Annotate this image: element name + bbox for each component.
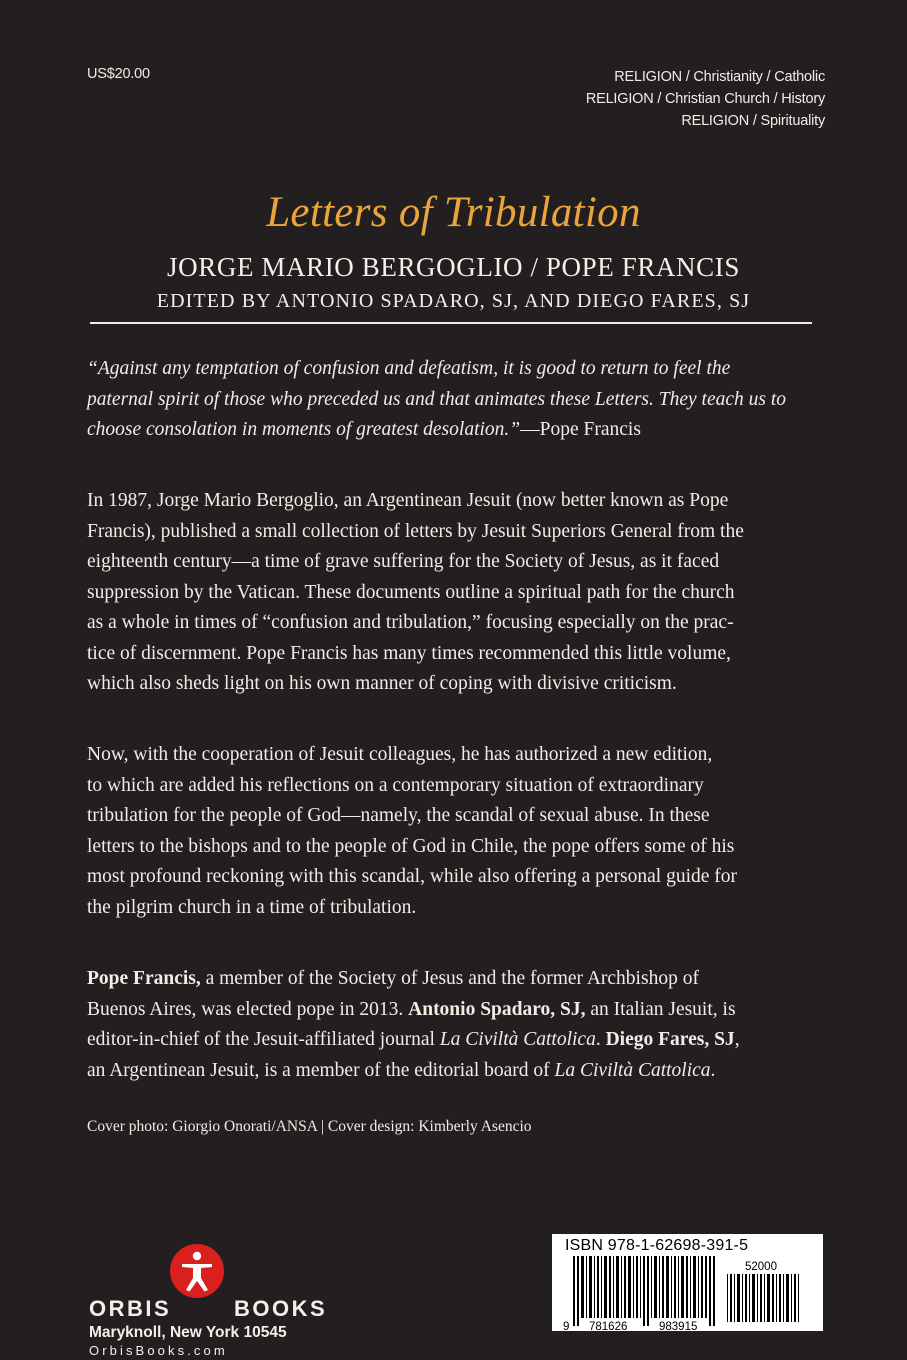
publisher-website: OrbisBooks.com: [89, 1343, 228, 1358]
text-line: the pilgrim church in a time of tribulation.: [87, 896, 417, 918]
bio-text: Buenos Aires, was elected pope in 2013.: [87, 998, 409, 1020]
text-line: letters to the bishops and to the people of God in Chile, the pope offers some of his: [87, 835, 735, 857]
bio-text: an Argentinean Jesuit, is a member of the editorial board of: [87, 1059, 555, 1081]
publisher-name-right: BOOKS: [234, 1296, 328, 1321]
text-line: most profound reckoning with this scandal, while also offering a personal guide for: [87, 866, 738, 887]
description-paragraph-2: [87, 740, 832, 923]
text-line: to which are added his reflections on a contemporary situation of extraordinary: [87, 774, 704, 796]
journal-name: La Civiltà Cattolica: [554, 1059, 711, 1081]
text-line: Francis), published a small collection of letters by Jesuit Superiors General from the: [87, 520, 744, 542]
quote-line: choose consolation in moments of greatest desolation.”: [87, 419, 521, 440]
text-line: eighteenth century—a time of grave suffering for the Society of Jesus, as it faced: [87, 551, 720, 572]
editors: EDITED BY ANTONIO SPADARO, SJ, AND DIEGO FARES, SJ: [156, 290, 751, 312]
orbis-logo-icon: [170, 1244, 224, 1298]
author-bio: [87, 964, 832, 1086]
bio-text: editor-in-chief of the Jesuit-affiliated journal: [87, 1029, 440, 1050]
quote-line: “Against any temptation of confusion and defeatism, it is good to return to feel the: [87, 358, 731, 379]
quote-line: paternal spirit of those who preceded us and that animates these Letters. They teach us to: [87, 388, 787, 410]
isbn-label: ISBN 978-1-62698-391-5: [565, 1237, 749, 1254]
price: US$20.00: [87, 66, 150, 82]
category-list: [586, 66, 825, 132]
endorsement-quote: [87, 354, 832, 446]
quote-attribution: —Pope Francis: [520, 419, 641, 440]
book-title: Letters of Tribulation: [266, 189, 641, 236]
divider: [90, 322, 812, 324]
text-line: tice of discernment. Pope Francis has many times recommended this little volume,: [87, 642, 731, 664]
barcode-digits-group2: 983915: [659, 1321, 698, 1332]
author: JORGE MARIO BERGOGLIO / POPE FRANCIS: [167, 252, 740, 282]
bio-text: ,: [734, 1029, 740, 1050]
barcode-icon: [563, 1256, 815, 1332]
text-line: Now, with the cooperation of Jesuit colleagues, he has authorized a new edition,: [87, 744, 713, 765]
cover-credits: Cover photo: Giorgio Onorati/ANSA | Cover design: Kimberly Asencio: [87, 1118, 532, 1135]
barcode-digits-group1: 781626: [589, 1321, 628, 1332]
barcode-price-code: 52000: [745, 1261, 777, 1273]
bio-name: Antonio Spadaro, SJ,: [408, 998, 586, 1020]
text-line: tribulation for the people of God—namely, the scandal of sexual abuse. In these: [87, 805, 710, 826]
category-item: RELIGION / Christianity / Catholic: [614, 69, 825, 85]
text-line: which also sheds light on his own manner of coping with divisive criticism.: [87, 673, 677, 694]
description-paragraph-1: [87, 486, 832, 700]
publisher-name-left: ORBIS: [89, 1296, 172, 1321]
bio-name: Diego Fares, SJ: [605, 1029, 735, 1050]
journal-name: La Civiltà Cattolica: [439, 1029, 596, 1050]
text-line: as a whole in times of “confusion and tribulation,” focusing especially on the prac-: [87, 612, 734, 633]
publisher-city: Maryknoll, New York 10545: [89, 1324, 287, 1341]
bio-text: .: [595, 1029, 606, 1050]
text-line: In 1987, Jorge Mario Bergoglio, an Argentinean Jesuit (now better known as Pope: [87, 490, 729, 511]
bio-name: Pope Francis,: [87, 968, 201, 989]
bio-text: a member of the Society of Jesus and the former Archbishop of: [200, 968, 699, 989]
bio-text: .: [710, 1059, 716, 1081]
category-item: RELIGION / Christian Church / History: [585, 91, 825, 107]
text-line: suppression by the Vatican. These documents outline a spiritual path for the church: [87, 581, 735, 603]
barcode-digit-first: 9: [563, 1321, 570, 1332]
bio-text: an Italian Jesuit, is: [585, 998, 736, 1020]
category-item: RELIGION / Spirituality: [681, 113, 825, 129]
